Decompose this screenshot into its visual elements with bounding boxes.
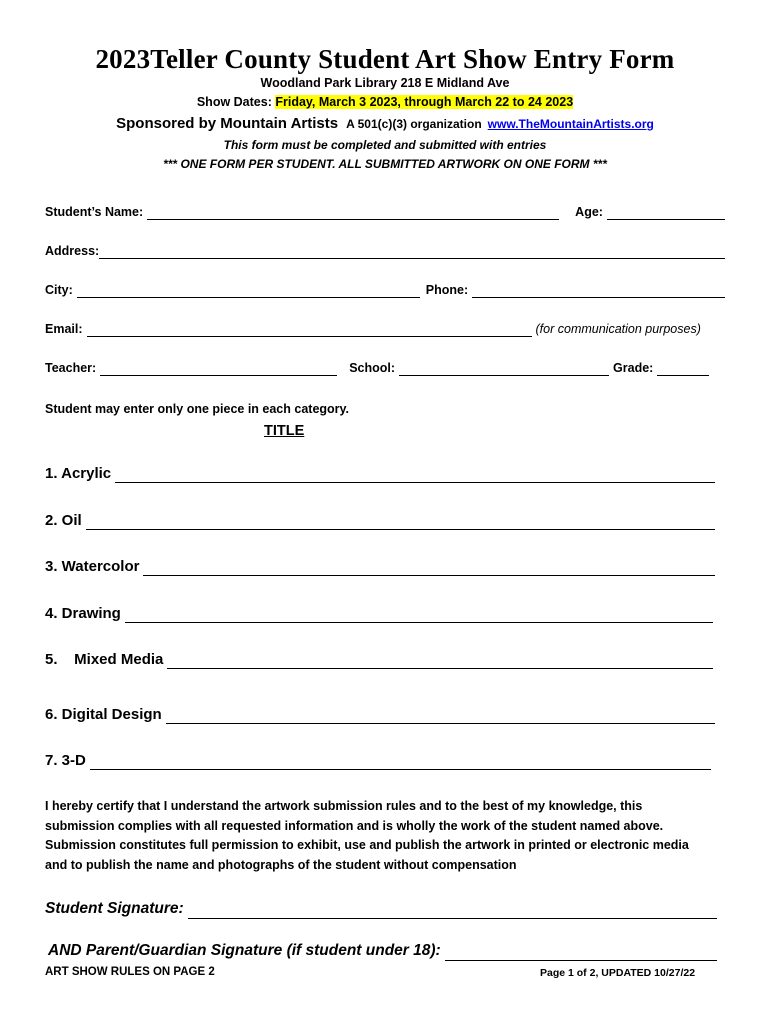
- organization-type: A 501(c)(3) organization: [346, 117, 482, 131]
- category-mixed-media: [45, 649, 713, 669]
- grade-label: Grade:: [613, 361, 654, 375]
- 3d-title-line[interactable]: [90, 753, 711, 770]
- sponsor-line: [0, 115, 770, 132]
- city-phone-row: [45, 280, 725, 298]
- teacher-label: Teacher:: [45, 361, 97, 375]
- address-label: Address:: [45, 244, 100, 258]
- show-dates: [0, 95, 770, 109]
- drawing-title-line[interactable]: [125, 606, 713, 623]
- teacher-school-grade-row: [45, 358, 725, 376]
- grade-line[interactable]: [657, 361, 709, 376]
- email-line[interactable]: [87, 322, 532, 337]
- age-line[interactable]: [607, 205, 725, 220]
- student-name-line[interactable]: [147, 205, 559, 220]
- submission-note: This form must be completed and submitted with entries: [223, 138, 547, 152]
- email-note: (for communication purposes): [535, 322, 701, 336]
- venue-address: Woodland Park Library 218 E Midland Ave: [260, 76, 510, 90]
- footer-rules-note: ART SHOW RULES ON PAGE 2: [45, 966, 215, 978]
- category-label: 1. Acrylic: [45, 465, 112, 482]
- show-dates-highlight: Friday, March 3 2023, through March 22 to 24 2023: [275, 95, 574, 109]
- acrylic-title-line[interactable]: [115, 466, 715, 483]
- certification-text: [45, 797, 735, 875]
- category-3d: [45, 750, 711, 770]
- category-digital-design: [45, 704, 715, 724]
- certification-line: Submission constitutes full permission to exhibit, use and publish the artwork in printed or electronic media: [45, 838, 689, 852]
- phone-line[interactable]: [472, 283, 725, 298]
- student-signature-line[interactable]: [188, 900, 717, 919]
- parent-signature-line[interactable]: [445, 942, 717, 961]
- certification-line: and to publish the name and photographs of the student without compensation: [45, 857, 517, 872]
- form-title: 2023Teller County Student Art Show Entry Form: [95, 44, 675, 74]
- footer-page-info: Page 1 of 2, UPDATED 10/27/22: [540, 967, 696, 979]
- mixed-media-title-line[interactable]: [167, 652, 713, 669]
- student-signature-label: Student Signature:: [45, 900, 184, 917]
- student-signature-row: [45, 897, 717, 919]
- email-row: [45, 319, 725, 337]
- student-name-row: [45, 202, 725, 220]
- digital-design-title-line[interactable]: [166, 707, 715, 724]
- category-acrylic: [45, 463, 715, 483]
- category-oil: [45, 510, 715, 530]
- certification-line: submission complies with all requested information and is wholly the work of the student named above.: [45, 818, 664, 833]
- category-watercolor: [45, 556, 715, 576]
- category-label: 4. Drawing: [45, 605, 121, 622]
- show-dates-label: Show Dates:: [196, 95, 276, 109]
- certification-line: I hereby certify that I understand the artwork submission rules and to the best of my knowledge, this: [45, 799, 643, 813]
- parent-signature-row: [48, 939, 717, 961]
- school-label: School:: [349, 361, 396, 375]
- city-label: City:: [45, 283, 73, 297]
- address-row: [45, 241, 725, 259]
- title-column-header: TITLE: [264, 423, 305, 439]
- category-drawing: [45, 603, 713, 623]
- category-label: 6. Digital Design: [45, 706, 162, 723]
- school-line[interactable]: [399, 361, 609, 376]
- category-label: 3. Watercolor: [45, 558, 140, 575]
- category-label: 5. Mixed Media: [45, 651, 164, 668]
- age-label: Age:: [575, 205, 603, 219]
- student-name-label: Student’s Name:: [45, 205, 144, 219]
- category-label: 2. Oil: [45, 512, 82, 529]
- city-line[interactable]: [77, 283, 420, 298]
- sponsor-name: Sponsored by Mountain Artists: [116, 115, 339, 132]
- address-line[interactable]: [99, 244, 725, 259]
- teacher-line[interactable]: [100, 361, 337, 376]
- website-link[interactable]: www.TheMountainArtists.org: [487, 117, 654, 131]
- entry-instruction: Student may enter only one piece in each category.: [45, 402, 350, 416]
- watercolor-title-line[interactable]: [143, 559, 715, 576]
- email-label: Email:: [45, 322, 83, 336]
- oil-title-line[interactable]: [86, 513, 715, 530]
- parent-signature-label: AND Parent/Guardian Signature (if student under 18):: [48, 942, 441, 959]
- phone-label: Phone:: [425, 283, 469, 297]
- category-label: 7. 3-D: [45, 752, 86, 769]
- one-form-note: *** ONE FORM PER STUDENT. ALL SUBMITTED ARTWORK ON ONE FORM ***: [163, 157, 607, 171]
